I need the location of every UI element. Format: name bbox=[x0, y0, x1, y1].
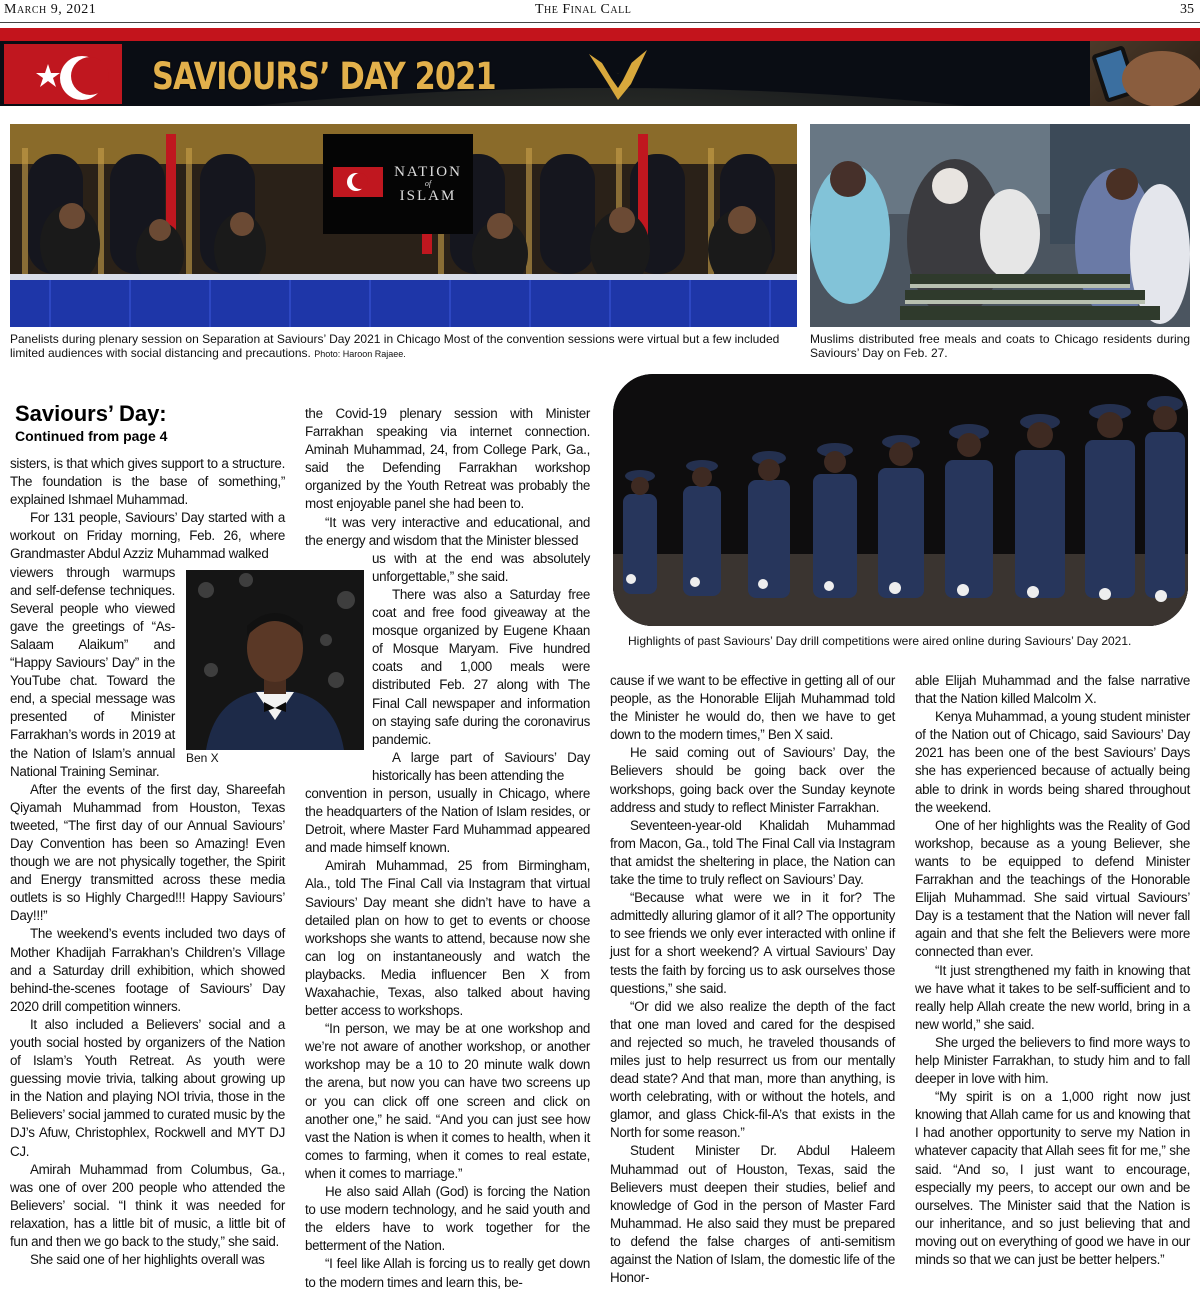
paragraph: able Elijah Muhammad and the false narrative that the Nation killed Malcolm X. bbox=[915, 673, 1190, 707]
meals-distribution-photo bbox=[810, 124, 1190, 327]
paragraph: “It was very interactive and educational, and the energy and wisdom that the Minister blessed bbox=[305, 514, 590, 548]
paragraph: A large part of Saviours’ Day historically has been attending the bbox=[372, 749, 590, 783]
paragraph: Kenya Muhammad, a young student minister of the Nation out of Chicago, said Saviours’ Day 2021 has been one of the best Saviours’ Days she has experienced because of actually being able to drink in words being shared throughout the weekend. bbox=[915, 709, 1190, 815]
article-column-3 bbox=[610, 672, 895, 1287]
banner-title: SAVIOURS’ DAY 2021 bbox=[152, 55, 496, 98]
paragraph: Seventeen-year-old Khalidah Muhammad from Macon, Ga., told The Final Call via Instagram that amidst the sheltering in place, the Nation can take the time to truly reflect on Saviours’ Day. bbox=[610, 817, 895, 888]
panel-sign-of: of bbox=[424, 179, 432, 188]
issue-date: March 9, 2021 bbox=[4, 2, 97, 17]
phone-hand-image bbox=[1090, 41, 1200, 106]
paragraph: She said one of her highlights overall was bbox=[30, 1252, 265, 1268]
paragraph: viewers through warmups and self-defense techniques. Several people who viewed gave the greetings of “As-Salaam Alaikum” and “Happy Saviours’ Day” in the YouTube chat. Toward the end, a special message was presented of Minister Farrakhan’s words in 2019 at the Nation of Islam’s annual National Training Seminar. bbox=[10, 564, 175, 779]
paragraph: He also said Allah (God) is forcing the Nation to use modern technology, and he said youth and the elders have to work together for the betterment of the Nation. bbox=[305, 1184, 590, 1254]
panelists-caption bbox=[10, 332, 797, 361]
panel-sign-nation: NATION bbox=[394, 164, 462, 180]
paragraph: Amirah Muhammad, 25 from Birmingham, Ala., told The Final Call via Instagram that virtual Saviours’ Day meant she didn’t have to have a detailed plan on how to get to events or choose workshops she wants to attend, because now she can log on instantaneously and watch the playbacks. Media influencer Ben X from Waxahachie, Texas, also talked about having better access to workshops. bbox=[305, 858, 590, 1019]
paragraph: One of her highlights was the Reality of God workshop, because as a young Believer, she wants to be equipped to defend Minister Farrakhan and the teachings of the Honorable Elijah Muhammad. She said virtual Saviours’ Day is a testament that the Nation will never fall again and that she felt the Believers were more connected than ever. bbox=[915, 817, 1190, 960]
noi-flag-image bbox=[4, 44, 122, 104]
paragraph: “Or did we also realize the depth of the fact that one man loved and cared for the despised and rejected so much, he traveled thousands of miles just to help resurrect us from our mentally dead state? And that man, more than anything, is worth celebrating, with or without the hotels, and glamor, and glass Chick-fil-A’s that exists in the North for some reason.” bbox=[610, 998, 895, 1141]
paragraph: She urged the believers to find more ways to help Minister Farrakhan, to study him and to fall deeper in love with him. bbox=[915, 1034, 1190, 1087]
paragraph: “My spirit is on a 1,000 right now just knowing that Allah came for us and knowing that I had another opportunity to serve my Nation in whatever capacity that Allah sees fit for me,” she said. “And so, I just want to encourage, especially my peers, to accept our own and be ourselves. The Minister said that the Nation is our inheritance, and so just believing that and moving out on everything of good we have in our minds so that we can just be better helpers.” bbox=[915, 1089, 1190, 1267]
running-header bbox=[0, 0, 1200, 23]
article-column-1 bbox=[10, 455, 285, 1269]
banner-red-stripe bbox=[0, 28, 1200, 41]
meals-caption: Muslims distributed free meals and coats to Chicago residents during Saviours’ Day on Feb. 27. bbox=[810, 332, 1190, 360]
eagle-logo-icon bbox=[585, 44, 651, 102]
paragraph: “It just strengthened my faith in knowing that we have what it takes to be self-sufficient and to really help Allah create the new world, bring in a new world,” she said. bbox=[915, 962, 1190, 1032]
article-column-2 bbox=[305, 405, 590, 1292]
continued-from-label: Continued from page 4 bbox=[15, 428, 168, 444]
paragraph: us with at the end was absolutely unforgettable,” she said. bbox=[372, 550, 590, 584]
article-headline: Saviours’ Day: bbox=[15, 401, 167, 426]
paragraph: “I feel like Allah is forcing us to really get down to the modern times and learn this, be- bbox=[305, 1256, 590, 1290]
panelists-photo bbox=[10, 124, 797, 327]
paragraph: He said coming out of Saviours’ Day, the Believers should be going back over the workshops, going back over the Sunday keynote address and study to reflect Minister Farrakhan. bbox=[610, 745, 895, 815]
panel-sign-islam: ISLAM bbox=[399, 188, 457, 204]
paragraph: “In person, we may be at one workshop and we’re not aware of another workshop, or another workshop may be a 10 to 20 minute walk down the arena, but now you can have two screens up or you can click off one screen and click on another one,” he said. “And you can just see how vast the Nation is when it comes to health, when it comes to farming, when it comes to real estate, when it comes to marriage.” bbox=[305, 1021, 590, 1181]
section-banner bbox=[0, 28, 1200, 106]
photo-credit: Photo: Haroon Rajaee. bbox=[314, 349, 406, 359]
paragraph: Amirah Muhammad from Columbus, Ga., was one of over 200 people who attended the Believers’ social. “I think it was needed for relaxation, has a little bit of music, a little bit of fun and then we go back to the study,” she said. bbox=[10, 1161, 285, 1250]
paragraph: For 131 people, Saviours’ Day started with a workout on Friday morning, Feb. 26, where Grandmaster Abdul Azziz Muhammad walked bbox=[10, 510, 285, 562]
paragraph: sisters, is that which gives support to a structure. The foundation is the base of something,” explained Ishmael Muhammad. bbox=[10, 456, 285, 508]
drill-competition-photo bbox=[613, 374, 1188, 626]
paragraph: convention in person, usually in Chicago, where the headquarters of the Nation of Islam resides, or Detroit, where Master Fard Muhammad appeared and made himself known. bbox=[305, 785, 590, 856]
article-column-4 bbox=[915, 672, 1190, 1269]
paragraph: There was also a Saturday free coat and free food giveaway at the mosque organized by Eugene Khaan of Mosque Maryam. Five hundred coats and 1,000 meals were distributed Feb. 27 along with The Final Call newspaper and information on staying safe during the coronavirus pandemic. bbox=[372, 586, 590, 747]
drill-caption: Highlights of past Saviours’ Day drill competitions were aired online during Saviours’ Day 2021. bbox=[628, 634, 1132, 648]
panelists-caption-text: Panelists during plenary session on Separation at Saviours’ Day 2021 in Chicago Most of the convention sessions were virtual but a few included limited audiences with social distancing and precautions. bbox=[10, 332, 780, 360]
paragraph: After the events of the first day, Shareefah Qiyamah Muhammad from Houston, Texas tweeted, “The first day of our Annual Saviours’ Day Convention has been so Amazing! Even though we are not physically together, the Spirit and Energy transmitted across these media outlets is so Highly Charged!!! Happy Saviours’ Day!!!” bbox=[10, 781, 285, 924]
paragraph: cause if we want to be effective in getting all of our people, as the Honorable Elijah Muhammad told the Minister he would do, then we have to get down to the modern times,” Ben X said. bbox=[610, 673, 895, 743]
paragraph: It also included a Believers’ social and a youth social hosted by organizers of the Nation of Islam’s Youth Retreat. As youth were guessing movie trivia, talking about growing up in the Nation and playing NOI trivia, those in the Believers’ social jammed to curated music by the DJ’s Afuw, Christophlex, Rockwell and MYT DJ CJ. bbox=[10, 1016, 285, 1159]
paragraph: Student Minister Dr. Abdul Haleem Muhammad out of Houston, Texas, said the Believers must deepen their studies, belief and knowledge of God in the person of Master Fard Muhammad. He also said they must be prepared to defend the false charges of anti-semitism against the Nation of Islam, the domestic life of the Honor- bbox=[610, 1143, 895, 1286]
paragraph: “Because what were we in it for? The admittedly alluring glamor of it all? The opportunity to see friends we only ever interacted with online if just for a short weekend? A virtual Saviours’ Day tests the faith by forcing us to ask ourselves those questions,” she said. bbox=[610, 890, 895, 996]
publication-name: The Final Call bbox=[535, 2, 632, 17]
paragraph: the Covid-19 plenary session with Minister Farrakhan speaking via internet connection. Aminah Muhammad, 24, from College Park, Ga., said the Defending Farrakhan workshop organized by the Youth Retreat was probably the most enjoyable panel she had been to. bbox=[305, 406, 590, 512]
ben-x-caption: Ben X bbox=[186, 751, 219, 765]
page-number: 35 bbox=[1180, 2, 1194, 17]
paragraph: The weekend’s events included two days of Mother Khadijah Farrakhan’s Children’s Village and a Saturday drill exhibition, which showed behind-the-scenes footage of Saviours’ Day 2020 drill competition winners. bbox=[10, 926, 285, 1014]
